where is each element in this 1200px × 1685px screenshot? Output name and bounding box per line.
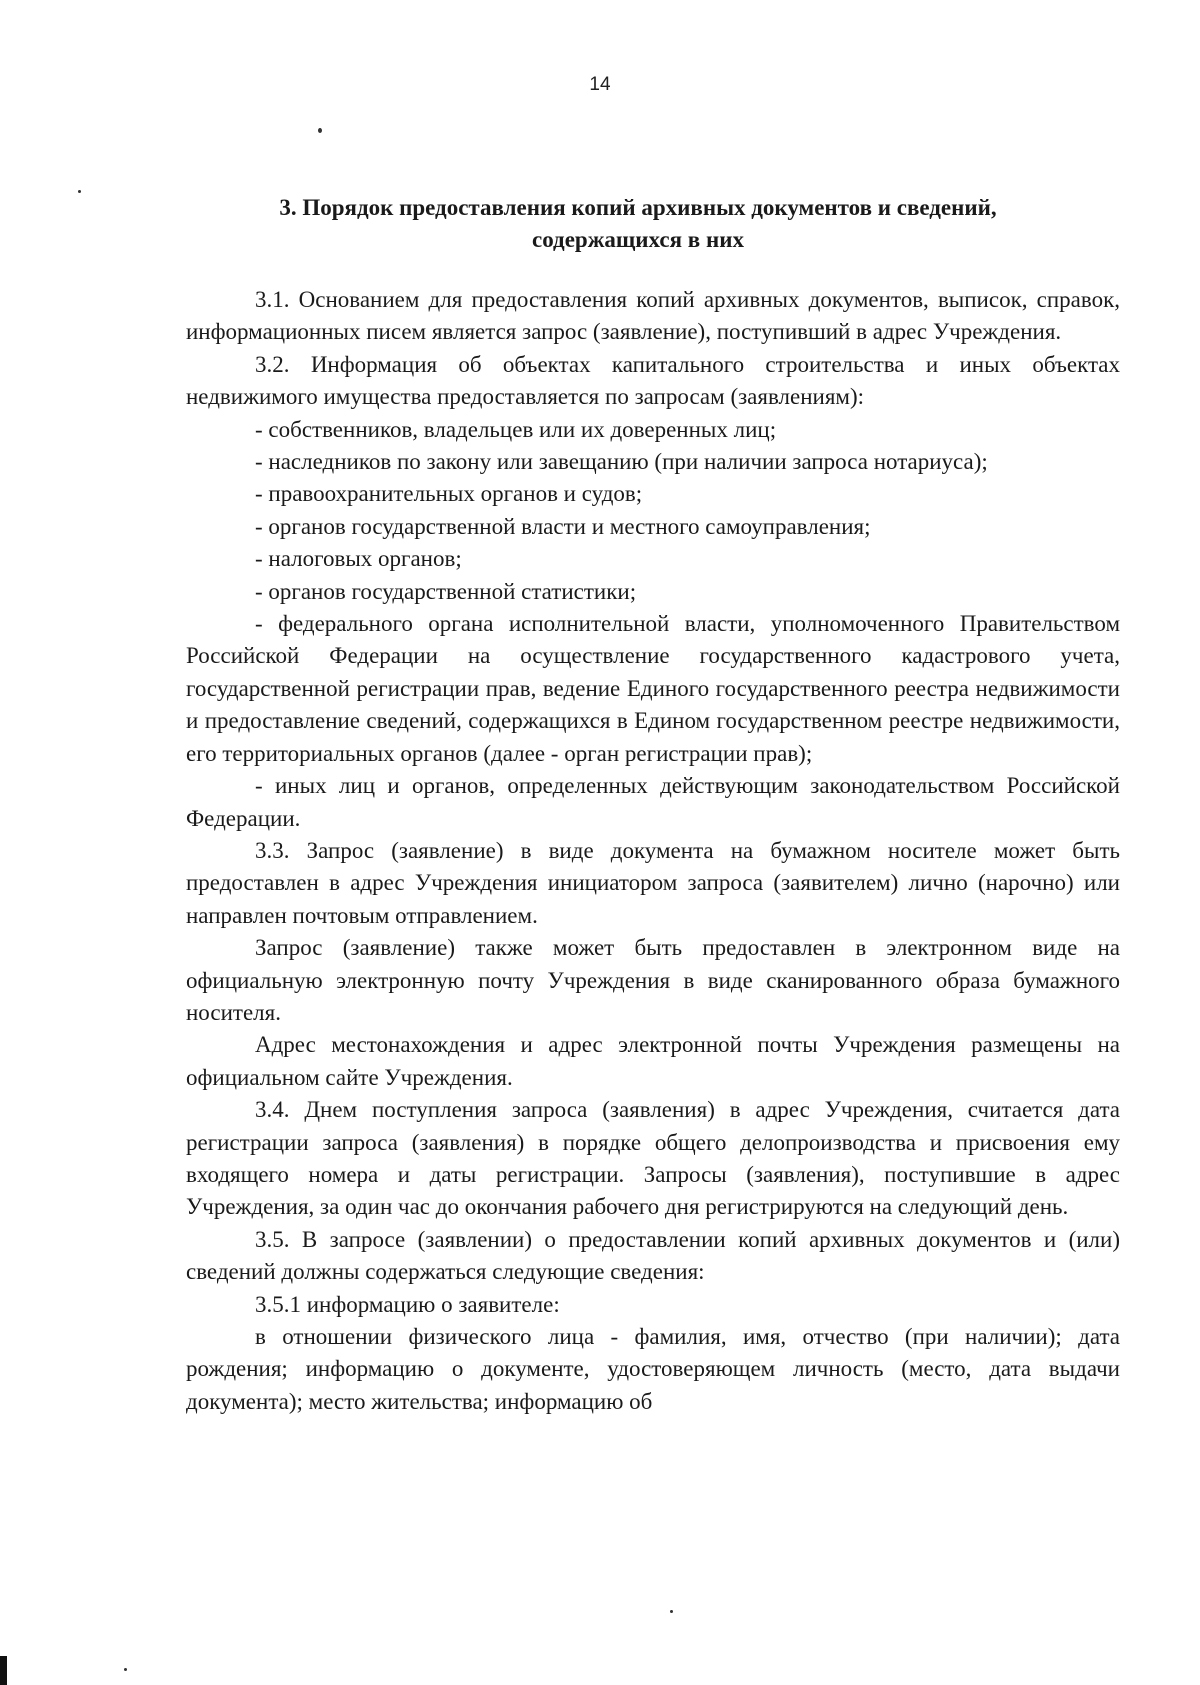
scan-speck (670, 1610, 673, 1613)
paragraph-electronic-request: Запрос (заявление) также может быть предоставлен в электронном виде на официальную электронную почту Учреждения в виде сканированного образа бумажного носителя. (186, 935, 1120, 1025)
scan-speck (318, 128, 322, 133)
paragraph-3-5: 3.5. В запросе (заявлении) о предоставлении копий архивных документов и (или) сведений должны содержаться следующие сведения: (186, 1226, 1120, 1285)
section-heading-line-1: 3. Порядок предоставления копий архивных документов и сведений, (279, 195, 997, 220)
paragraph-3-1: 3.1. Основанием для предоставления копий архивных документов, выписок, справок, информационных писем является запрос (заявление), поступивший в адрес Учреждения. (186, 287, 1120, 345)
paragraph-3-5-1: 3.5.1 информацию о заявителе: (255, 1291, 560, 1317)
scan-speck (124, 1668, 127, 1671)
paragraph-address: Адрес местонахождения и адрес электронной почты Учреждения размещены на официальном сайте Учреждения. (186, 1032, 1120, 1090)
list-item-federal-agency: - федерального органа исполнительной власти, уполномоченного Правительством Российской Федерации на осуществление государственного кадастрового учета, государственной регистрации прав, ведение Единого государственного реестра недвижимости и предоставление сведений, содержащихся в Едином государственном реестре недвижимости, его территориальных органов (далее - орган регистрации прав); (186, 611, 1120, 766)
document-body (186, 284, 1120, 1418)
section-heading-line-2: содержащихся в них (532, 227, 744, 252)
section-heading (188, 192, 1088, 256)
list-item-tax: - налоговых органов; (255, 546, 462, 572)
list-item-government: - органов государственной власти и местного самоуправления; (255, 513, 871, 539)
list-item-statistics: - органов государственной статистики; (255, 578, 637, 604)
list-item-law-enforcement: - правоохранительных органов и судов; (255, 481, 643, 507)
paragraph-3-2: 3.2. Информация об объектах капитального строительства и иных объектах недвижимого имущества предоставляется по запросам (заявлениям): (186, 351, 1120, 410)
page-number: 14 (589, 74, 611, 95)
list-item-other: - иных лиц и органов, определенных действующим законодательством Российской Федерации. (186, 773, 1120, 831)
scan-speck (78, 190, 81, 193)
scan-edge-mark (0, 1656, 7, 1685)
paragraph-3-4: 3.4. Днем поступления запроса (заявления) в адрес Учреждения, считается дата регистрации запроса (заявления) в порядке общего делопроизводства и присвоения ему входящего номера и даты регистрации. Запросы (заявления), поступившие в адрес Учреждения, за один час до окончания рабочего дня регистрируются на следующий день. (186, 1097, 1120, 1220)
list-item-owners: - собственников, владельцев или их доверенных лиц; (255, 416, 777, 442)
paragraph-individual: в отношении физического лица - фамилия, имя, отчество (при наличии); дата рождения; информацию о документе, удостоверяющем личность (место, дата выдачи документа); место жительства; информацию об (186, 1324, 1120, 1414)
list-item-heirs: - наследников по закону или завещанию (при наличии запроса нотариуса); (255, 449, 988, 475)
paragraph-3-3: 3.3. Запрос (заявление) в виде документа на бумажном носителе может быть предоставлен в адрес Учреждения инициатором запроса (заявителем) лично (нарочно) или направлен почтовым отправлением. (186, 837, 1120, 928)
